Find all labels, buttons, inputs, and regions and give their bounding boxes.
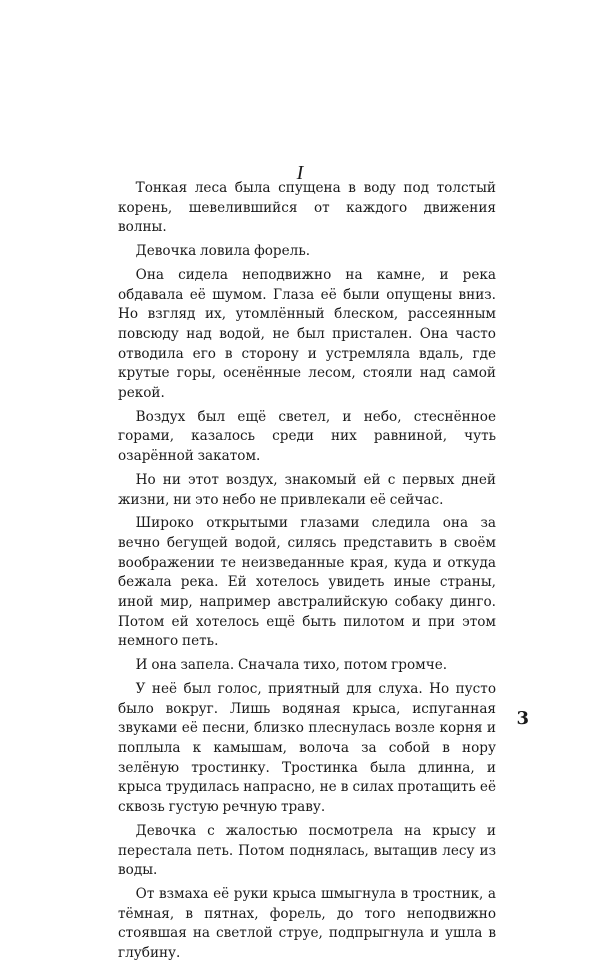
page-number: 3 <box>516 708 529 729</box>
chapter-heading: I <box>296 162 304 184</box>
paragraph: Но ни этот воздух, знакомый ей с первых дней жизни, ни это небо не привлекали её сейчас. <box>118 471 496 508</box>
paragraph: У неё был голос, приятный для слуха. Но пусто было вокруг. Лишь водяная крыса, испуганная звуками её песни, близко плеснулась возле корня и поплыла к камышам, волоча за собой в нору зелёную тростинку. Тростинка была длинна, и крыса трудилась напрасно, не в силах протащить её сквозь густую речную траву. <box>118 680 496 816</box>
paragraph: Воздух был ещё светел, и небо, стеснённое горами, казалось среди них равниной, чуть озарённой закатом. <box>118 408 496 465</box>
paragraph: Девочка ловила форель. <box>135 243 311 260</box>
paragraph: Широко открытыми глазами следила она за вечно бегущей водой, силясь представить в своём воображении те неизведанные края, куда и откуда бежала река. Ей хотелось увидеть иные страны, иной мир, например австралийскую собаку динго. Потом ей хотелось ещё быть пилотом и при этом немного петь. <box>118 515 496 650</box>
body-text <box>118 179 496 968</box>
paragraph: И она запела. Сначала тихо, потом громче. <box>135 657 448 674</box>
paragraph: Тонкая леса была спущена в воду под толстый корень, шевелившийся от каждого движения волны. <box>118 180 496 236</box>
paragraph: От взмаха её руки крыса шмыгнула в тростник, а тёмная, в пятнах, форель, до того неподвижно стоявшая на светлой струе, подпрыгнула и ушла в глубину. <box>118 885 496 962</box>
paragraph: Девочка с жалостью посмотрела на крысу и перестала петь. Потом поднялась, вытащив лесу из воды. <box>118 822 496 879</box>
paragraph: Она сидела неподвижно на камне, и река обдавала её шумом. Глаза её были опущены вниз. Но взгляд их, утомлённый блеском, рассеянным повсюду над водой, не был пристален. Она часто отводила его в сторону и устремляла вдаль, где крутые горы, осенённые лесом, стояли над самой рекой. <box>118 266 496 402</box>
